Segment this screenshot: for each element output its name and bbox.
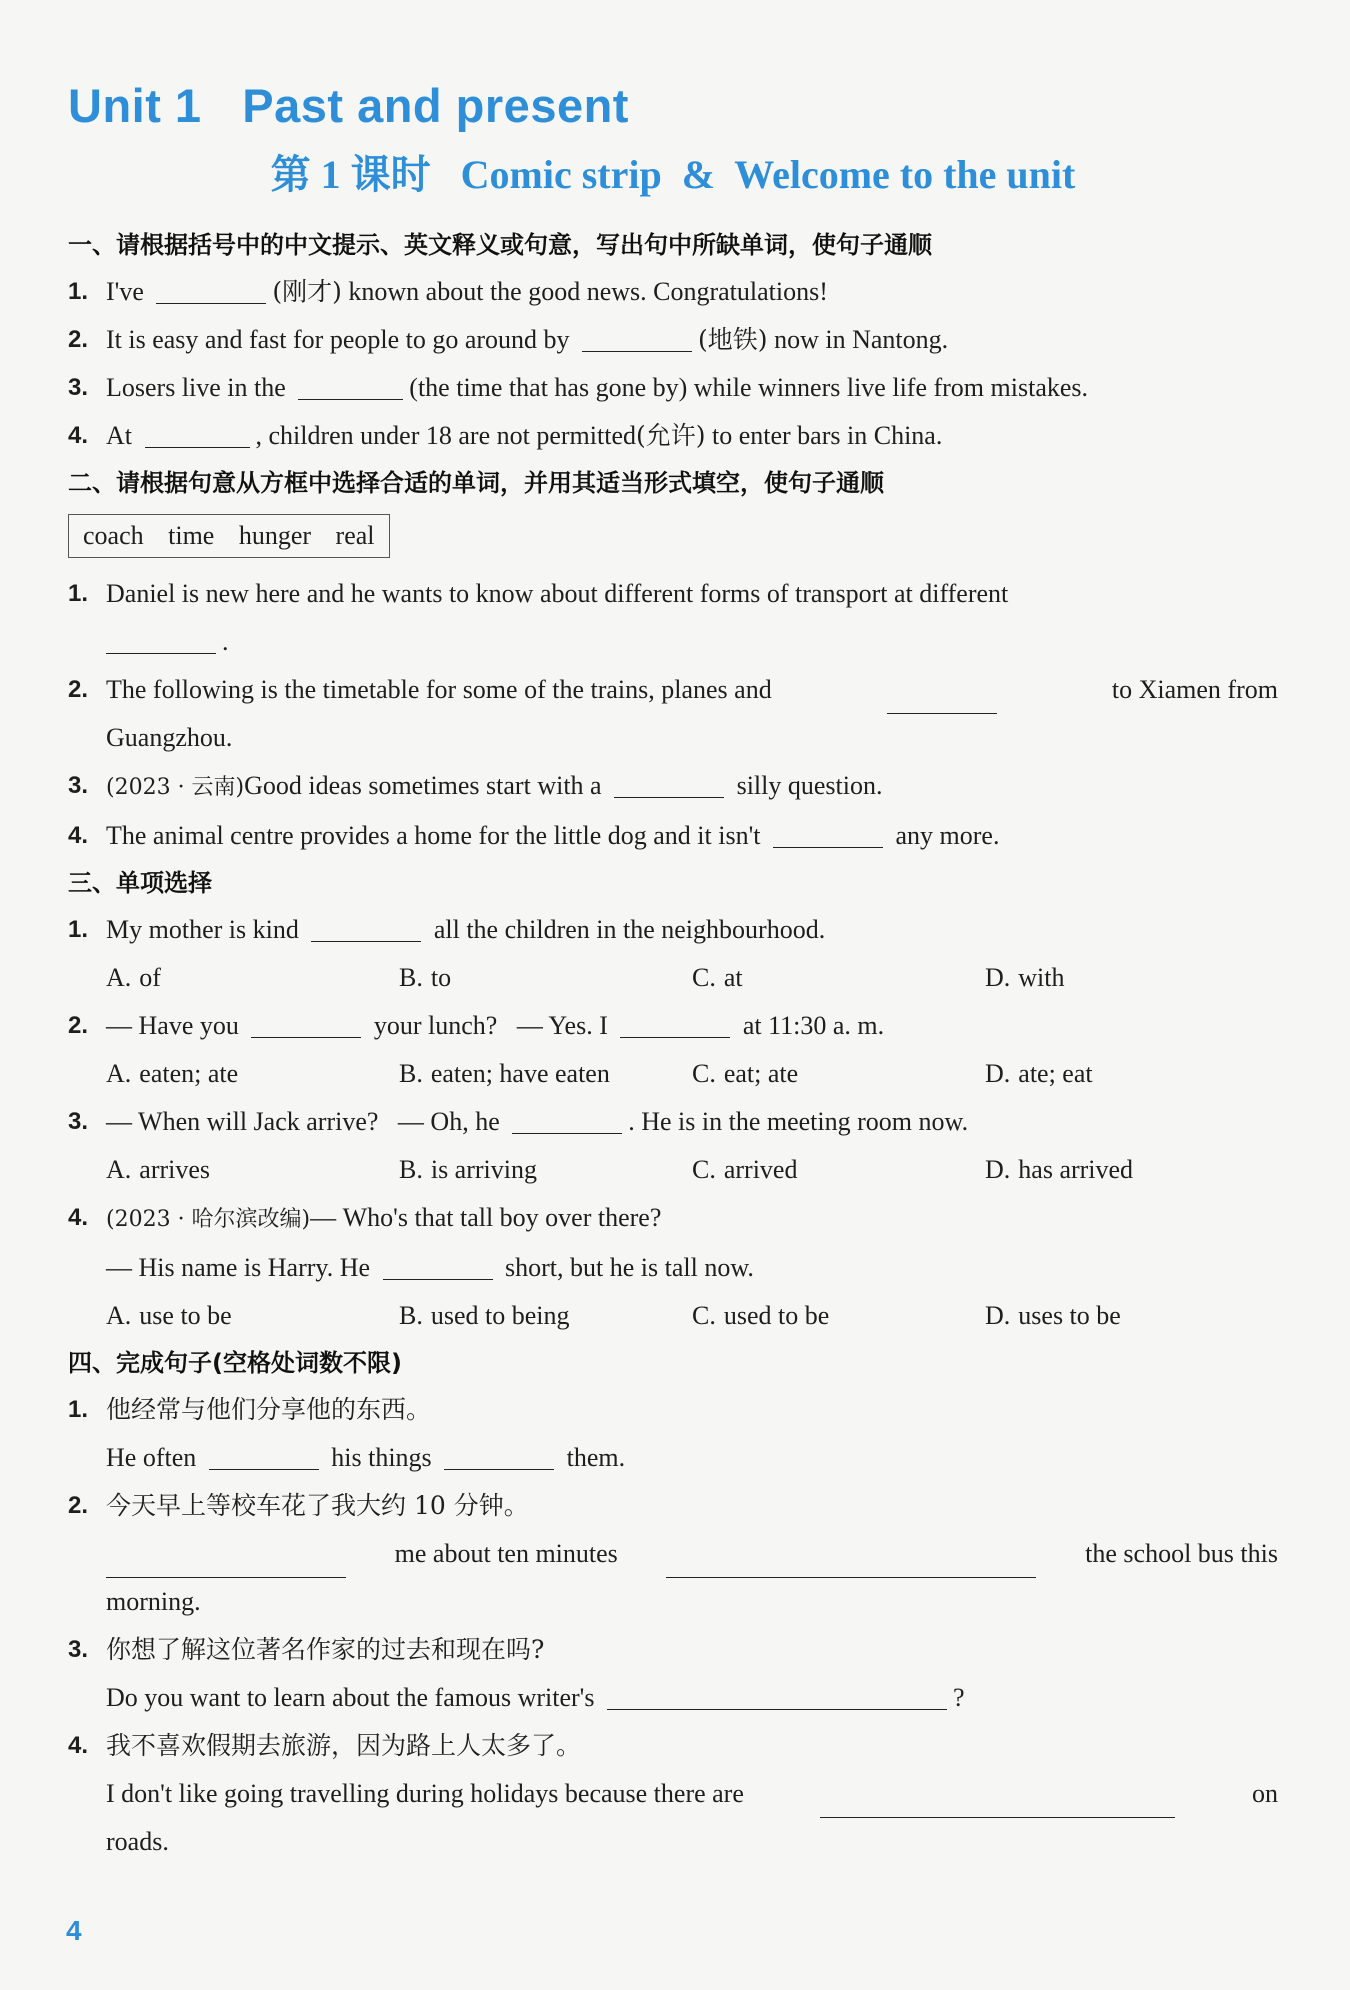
option-a[interactable]: A. eaten; ate [106,1059,239,1088]
answer-blank[interactable] [383,1249,493,1280]
option-b[interactable]: B. eaten; have eaten [399,1059,610,1088]
word-box: coach time hunger real [68,514,390,558]
answer-blank[interactable] [620,1007,730,1038]
question-number: 4. [68,422,89,449]
answer-blank[interactable] [607,1679,947,1710]
q-text: on [1251,1779,1278,1808]
chinese-sentence: 他经常与他们分享他的东西。 [106,1395,432,1424]
q-text: silly question. [736,771,883,800]
q-text: I don't like going travelling during holidays because there are [106,1779,744,1808]
hint: (刚才) [272,277,342,306]
q-text: It is easy and fast for people to go around by [106,325,570,354]
q-text: — His name is Harry. He [106,1253,371,1282]
q-text: The following is the timetable for some of the trains, planes and [106,675,772,704]
question-number: 4. [68,1204,89,1231]
q-text: short, but he is tall now. [505,1253,754,1282]
question-number: 1. [68,580,89,607]
question-number: 3. [68,1636,89,1663]
chinese-sentence: 今天早上等校车花了我大约 10 分钟。 [106,1491,529,1520]
q-text: them. [566,1443,626,1472]
answer-blank[interactable] [298,369,403,400]
q-text: while winners live life from mistakes. [693,373,1089,402]
section1-title: 一、请根据括号中的中文提示、英文释义或句意，写出句中所缺单词，使句子通顺 [68,231,932,259]
s3-question-3 [68,1098,1278,1146]
question-number: 4. [68,1732,89,1759]
q-text: any more. [895,821,1000,850]
chinese-sentence: 我不喜欢假期去旅游，因为路上人太多了。 [106,1731,582,1760]
question-number: 2. [68,676,89,703]
q-text: . He is in the meeting room now. [628,1107,969,1136]
answer-line [68,1434,1278,1482]
option-b[interactable]: B. to [399,963,452,992]
dialogue-line [68,1244,1278,1292]
question-number: 3. [68,374,89,401]
answer-blank[interactable] [666,1547,1036,1578]
option-d[interactable]: D. has arrived [985,1155,1134,1184]
q-text: Daniel is new here and he wants to know about different forms of transport at different [106,579,1009,608]
q-text: the school bus this [1085,1539,1278,1568]
answer-line [68,1770,1278,1866]
s3-question-1 [68,906,1278,954]
q-text: Guangzhou. [106,723,233,752]
q-text: now in Nantong. [774,325,949,354]
options-row [68,1146,1278,1194]
answer-blank[interactable] [311,911,421,942]
answer-blank[interactable] [582,321,692,352]
answer-blank[interactable] [512,1103,622,1134]
hint: (地铁) [698,325,768,354]
question-number: 2. [68,1492,89,1519]
s2-question-1 [68,570,1278,666]
option-d[interactable]: D. uses to be [985,1301,1121,1330]
q-text: all the children in the neighbourhood. [433,915,826,944]
question-number: 2. [68,1012,89,1039]
chinese-sentence: 你想了解这位著名作家的过去和现在吗? [106,1635,545,1664]
q-text: morning. [106,1587,201,1616]
source-tag: (2023 · 哈尔滨改编) [106,1207,311,1232]
q-text: roads. [106,1827,169,1856]
s4-question-3 [68,1626,1278,1674]
q-text: Do you want to learn about the famous writer's [106,1683,595,1712]
options-row [68,954,1278,1002]
s4-question-2 [68,1482,1278,1530]
section2-title: 二、请根据句意从方框中选择合适的单词，并用其适当形式填空，使句子通顺 [68,469,884,497]
source-tag: (2023 · 云南) [106,775,245,800]
answer-line [68,1530,1278,1626]
option-b[interactable]: B. used to being [399,1301,570,1330]
q-text: — Who's that tall boy over there? [310,1203,662,1232]
section4-title: 四、完成句子(空格处词数不限) [68,1349,402,1377]
option-d[interactable]: D. ate; eat [985,1059,1093,1088]
answer-blank[interactable] [887,683,997,714]
option-c[interactable]: C. at [692,963,743,992]
answer-blank[interactable] [444,1439,554,1470]
options-row [68,1050,1278,1098]
option-a[interactable]: A. arrives [106,1155,211,1184]
s2-question-3 [68,762,1278,812]
answer-blank[interactable] [251,1007,361,1038]
option-b[interactable]: B. is arriving [399,1155,537,1184]
answer-blank[interactable] [820,1787,1175,1818]
s4-question-1 [68,1386,1278,1434]
lesson-title: 第 1 课时 Comic strip & Welcome to the unit [270,152,1076,197]
s3-question-4 [68,1194,1278,1244]
option-d[interactable]: D. with [985,963,1065,992]
answer-blank[interactable] [145,417,250,448]
answer-line [68,1674,1278,1722]
options-row [68,1292,1278,1340]
q-text: , children under 18 are not permitted [255,421,636,450]
answer-blank[interactable] [614,767,724,798]
q-text: . [222,627,229,656]
q-text: I've [106,277,144,306]
option-c[interactable]: C. arrived [692,1155,798,1184]
s1-question-1 [68,268,1278,316]
hint: (允许) [635,421,706,450]
q-text: to Xiamen from [1111,675,1278,704]
q-text: known about the good news. Congratulations! [348,277,828,306]
answer-blank[interactable] [106,1547,346,1578]
q-text: his things [331,1443,432,1472]
question-number: 4. [68,822,89,849]
answer-blank[interactable] [106,623,216,654]
s1-question-2 [68,316,1278,364]
answer-blank[interactable] [773,817,883,848]
option-c[interactable]: C. eat; ate [692,1059,799,1088]
s1-question-3 [68,364,1278,412]
answer-blank[interactable] [209,1439,319,1470]
s3-question-2 [68,1002,1278,1050]
question-number: 3. [68,1108,89,1135]
hint: (the time that has gone by) [409,373,688,402]
q-text: to enter bars in China. [712,421,943,450]
q-text: The animal centre provides a home for the little dog and it isn't [106,821,761,850]
question-number: 1. [68,1396,89,1423]
q-text: at 11:30 a. m. [742,1011,885,1040]
q-text: My mother is kind [106,915,299,944]
q-text: your lunch? — Yes. I [373,1011,608,1040]
page-number: 4 [66,1915,82,1946]
s2-question-4 [68,812,1278,860]
q-text: Good ideas sometimes start with a [244,771,602,800]
option-c[interactable]: C. used to be [692,1301,830,1330]
question-number: 1. [68,278,89,305]
question-number: 3. [68,772,89,799]
answer-blank[interactable] [156,273,266,304]
q-text: At [106,421,132,450]
q-text: — When will Jack arrive? — Oh, he [106,1107,500,1136]
q-text: ? [952,1683,965,1712]
unit-title: Unit 1 Past and present [68,79,629,132]
q-text: — Have you [106,1011,239,1040]
option-a[interactable]: A. of [106,963,161,992]
q-text: He often [106,1443,197,1472]
question-number: 1. [68,916,89,943]
s2-question-2 [68,666,1278,762]
q-text: Losers live in the [106,373,286,402]
question-number: 2. [68,326,89,353]
s1-question-4 [68,412,1278,460]
section3-title: 三、单项选择 [68,869,212,897]
q-text: me about ten minutes [394,1539,618,1568]
option-a[interactable]: A. use to be [106,1301,232,1330]
s4-question-4 [68,1722,1278,1770]
